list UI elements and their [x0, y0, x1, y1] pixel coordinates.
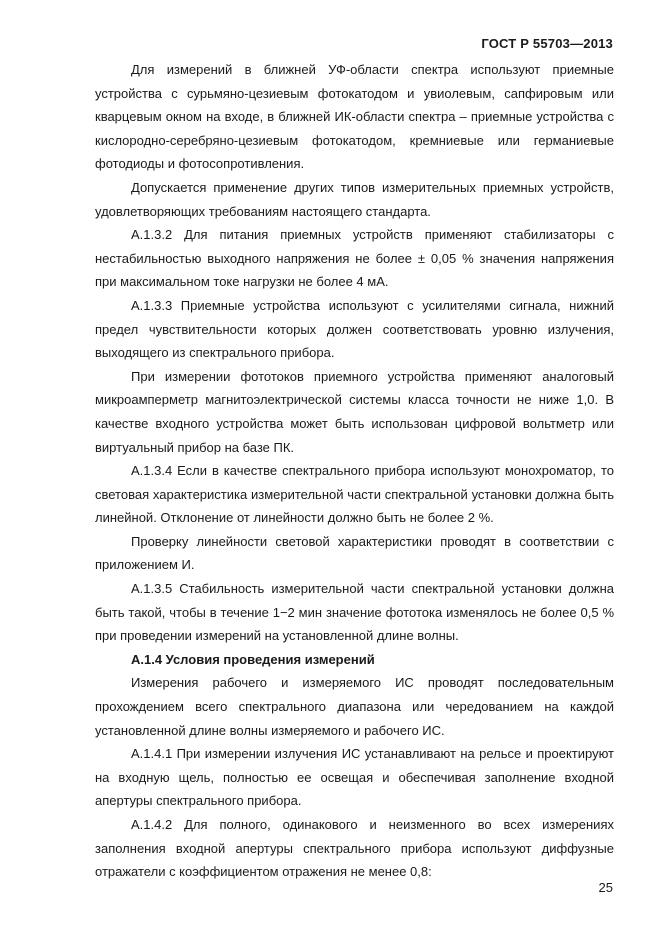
paragraph-photocurrent-measurement: При измерении фототоков приемного устройства применяют аналоговый микроамперметр магнитоэлектрической системы класса точности не ниже 1,0. В качестве входного устройства может быть использован цифровой вольтметр или виртуальный прибор на базе ПК. — [95, 368, 614, 455]
document-header: ГОСТ Р 55703—2013 — [481, 36, 613, 51]
paragraph-linearity-check: Проверку линейности световой характеристики проводят в соответствии с приложением И. — [95, 533, 614, 573]
section-heading-a-1-4: А.1.4 Условия проведения измерений — [131, 651, 375, 667]
paragraph-a-1-3-2: А.1.3.2 Для питания приемных устройств применяют стабилизаторы с нестабильностью выходного напряжения не более ± 0,05 % значения напряжения при максимальном токе нагрузки не более 4 мА. — [95, 227, 614, 290]
document-body — [95, 58, 614, 884]
paragraph-measurement-order: Измерения рабочего и измеряемого ИС проводят последовательным прохождением всего спектрального диапазона или чередованием на каждой установленной длине волны измеряемого и рабочего ИС. — [95, 675, 614, 738]
paragraph-a-1-4-1: А.1.4.1 При измерении излучения ИС устанавливают на рельсе и проектируют на входную щель, полностью ее освещая и обеспечивая заполнение входной апертуры спектрального прибора. — [95, 746, 614, 809]
paragraph-a-1-3-3: А.1.3.3 Приемные устройства используют с усилителями сигнала, нижний предел чувствительности которых должен соответствовать уровню излучения, выходящего из спектрального прибора. — [95, 297, 614, 361]
paragraph-other-types: Допускается применение других типов измерительных приемных устройств, удовлетворяющих требованиям настоящего стандарта. — [95, 179, 614, 219]
paragraph-a-1-3-4: А.1.3.4 Если в качестве спектрального прибора используют монохроматор, то световая характеристика измерительной части спектральной установки должна быть линейной. Отклонение от линейности должно быть не более 2 %. — [95, 463, 614, 526]
paragraph-a-1-3-5: А.1.3.5 Стабильность измерительной части спектральной установки должна быть такой, чтобы в течение 1−2 мин значение фототока изменялось не более 0,5 % при проведении измерений на установленной длине волны. — [95, 581, 614, 644]
paragraph-a-1-4-2: А.1.4.2 Для полного, одинакового и неизменного во всех измерениях заполнения входной апертуры спектрального прибора используют диффузные отражатели с коэффициентом отражения не менее 0,8: — [95, 817, 614, 880]
page-number: 25 — [598, 880, 613, 895]
paragraph-uv-ir-receivers: Для измерений в ближней УФ-области спектра используют приемные устройства с сурьмяно-цезиевым фотокатодом и увиолевым, сапфировым или кварцевым окном на входе, в ближней ИК-области спектра – приемные устройства с кислородно-серебряно-цезиевым фотокатодом, кремниевые или германиевые фотодиоды и фотосопротивления. — [95, 62, 614, 172]
